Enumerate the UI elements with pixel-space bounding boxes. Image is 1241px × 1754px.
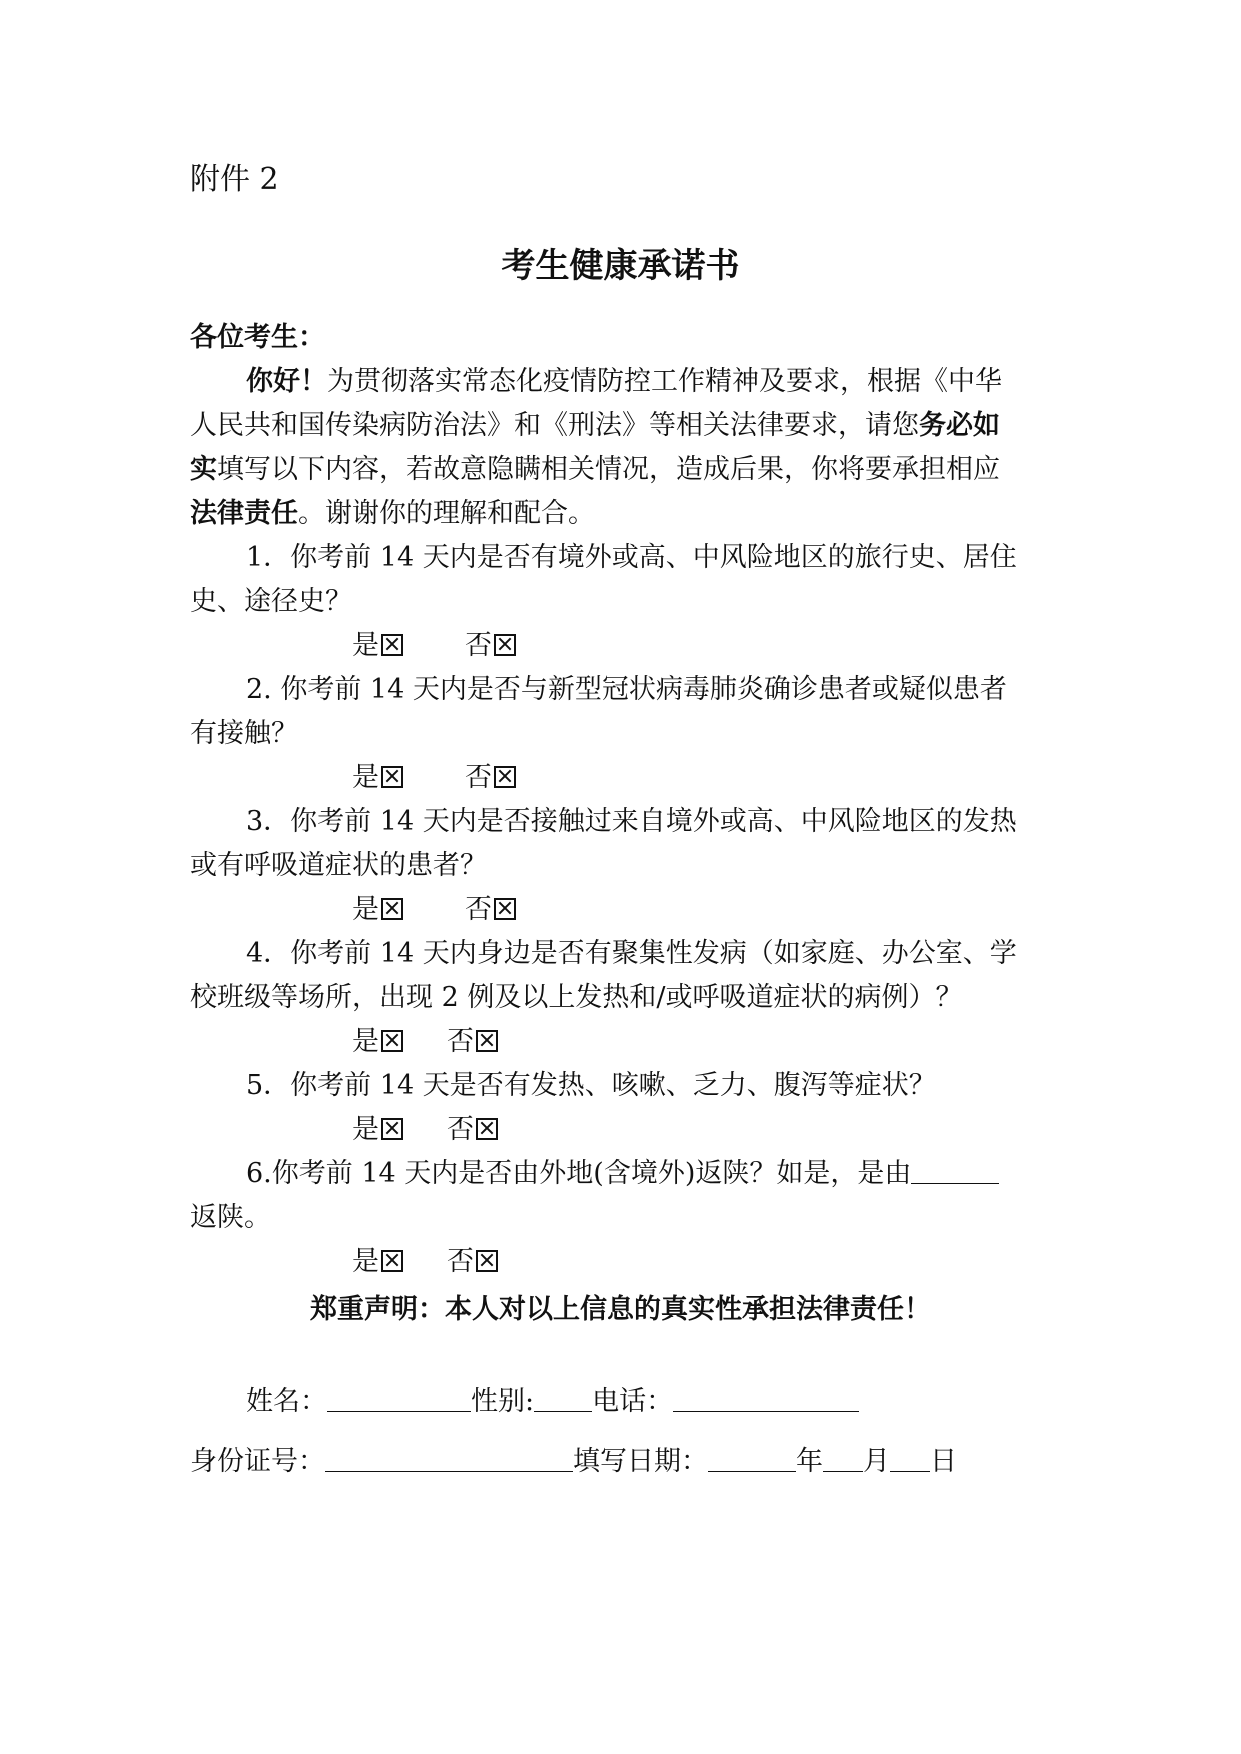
month-label: 月 [863, 1446, 890, 1477]
id-label: 身份证号： [190, 1446, 325, 1477]
question-1-line-1: 1．你考前 14 天内是否有境外或高、中风险地区的旅行史、居住 [246, 542, 1017, 573]
day-label: 日 [930, 1446, 957, 1477]
checkbox-no-1[interactable] [494, 634, 516, 656]
question-4-line-1: 4．你考前 14 天内身边是否有聚集性发病（如家庭、办公室、学 [246, 938, 1017, 969]
no-label: 否 [447, 1026, 474, 1057]
checkbox-yes-5[interactable] [381, 1118, 403, 1140]
intro-line-2 [190, 406, 1060, 446]
yes-label: 是 [352, 762, 379, 793]
question-2-line-2: 有接触？ [190, 718, 298, 749]
intro-text-3: 填写以下内容，若故意隐瞒相关情况，造成后果，你将要承担相应 [217, 454, 1000, 485]
checkbox-no-5[interactable] [476, 1118, 498, 1140]
gender-field[interactable] [534, 1385, 592, 1412]
checkbox-yes-1[interactable] [381, 634, 403, 656]
checkbox-yes-2[interactable] [381, 766, 403, 788]
checkbox-no-2[interactable] [494, 766, 516, 788]
checkbox-no-4[interactable] [476, 1030, 498, 1052]
day-field[interactable] [890, 1445, 930, 1472]
checkbox-yes-6[interactable] [381, 1250, 403, 1272]
question-6-line-2: 返陕。 [190, 1202, 271, 1233]
gender-label: 性别: [471, 1386, 535, 1417]
origin-blank[interactable] [911, 1157, 999, 1184]
year-field[interactable] [708, 1445, 796, 1472]
intro-line-4 [190, 494, 1060, 534]
intro-bold-4: 法律责任 [190, 498, 298, 529]
yes-label: 是 [352, 1246, 379, 1277]
no-label: 否 [447, 1246, 474, 1277]
declaration: 郑重声明：本人对以上信息的真实性承担法律责任！ [310, 1294, 931, 1325]
checkbox-yes-3[interactable] [381, 898, 403, 920]
checkbox-no-6[interactable] [476, 1250, 498, 1272]
phone-field[interactable] [673, 1385, 859, 1412]
greeting: 你好！ [246, 366, 327, 397]
question-3-line-1: 3．你考前 14 天内是否接触过来自境外或高、中风险地区的发热 [246, 806, 1017, 837]
intro-line-3 [190, 450, 1060, 490]
question-3-line-2: 或有呼吸道症状的患者？ [190, 850, 487, 881]
yes-label: 是 [352, 1026, 379, 1057]
no-label: 否 [465, 762, 492, 793]
form-line-1 [246, 1382, 1060, 1422]
intro-text-2: 人民共和国传染病防治法》和《刑法》等相关法律要求，请您 [190, 410, 919, 441]
question-6-text: 6.你考前 14 天内是否由外地(含境外)返陕？如是，是由 [246, 1158, 912, 1189]
name-field[interactable] [327, 1385, 471, 1412]
intro-text-4: 。谢谢你的理解和配合。 [298, 498, 595, 529]
no-label: 否 [447, 1114, 474, 1145]
intro-line-1 [246, 362, 1060, 402]
question-1-options [352, 626, 1052, 666]
id-number-field[interactable] [325, 1445, 573, 1472]
phone-label: 电话： [592, 1386, 674, 1417]
name-label: 姓名： [246, 1386, 327, 1417]
no-label: 否 [465, 630, 492, 661]
question-5-options [352, 1110, 1052, 1150]
intro-bold-3: 实 [190, 454, 217, 485]
checkbox-yes-4[interactable] [381, 1030, 403, 1052]
question-2-line-1: 2. 你考前 14 天内是否与新型冠状病毒肺炎确诊患者或疑似患者 [246, 674, 1007, 705]
question-6-line-1 [246, 1154, 1060, 1194]
date-label: 填写日期： [573, 1446, 708, 1477]
question-4-line-2: 校班级等场所，出现 2 例及以上发热和/或呼吸道症状的病例）？ [190, 982, 963, 1013]
no-label: 否 [465, 894, 492, 925]
yes-label: 是 [352, 894, 379, 925]
question-5-line-1: 5．你考前 14 天是否有发热、咳嗽、乏力、腹泻等症状？ [246, 1070, 936, 1101]
question-1-line-2: 史、途径史？ [190, 586, 352, 617]
intro-text-1: 为贯彻落实常态化疫情防控工作精神及要求，根据《中华 [327, 366, 1002, 397]
salutation: 各位考生： [190, 322, 325, 353]
yes-label: 是 [352, 1114, 379, 1145]
attachment-label: 附件 2 [190, 162, 279, 197]
month-field[interactable] [823, 1445, 863, 1472]
question-3-options [352, 890, 1052, 930]
yes-label: 是 [352, 630, 379, 661]
question-2-options [352, 758, 1052, 798]
year-label: 年 [796, 1446, 823, 1477]
intro-bold-2: 务必如 [919, 410, 1000, 441]
form-line-2 [190, 1442, 1060, 1482]
question-6-options [352, 1242, 1052, 1282]
checkbox-no-3[interactable] [494, 898, 516, 920]
question-4-options [352, 1022, 1052, 1062]
page-title: 考生健康承诺书 [501, 246, 740, 286]
